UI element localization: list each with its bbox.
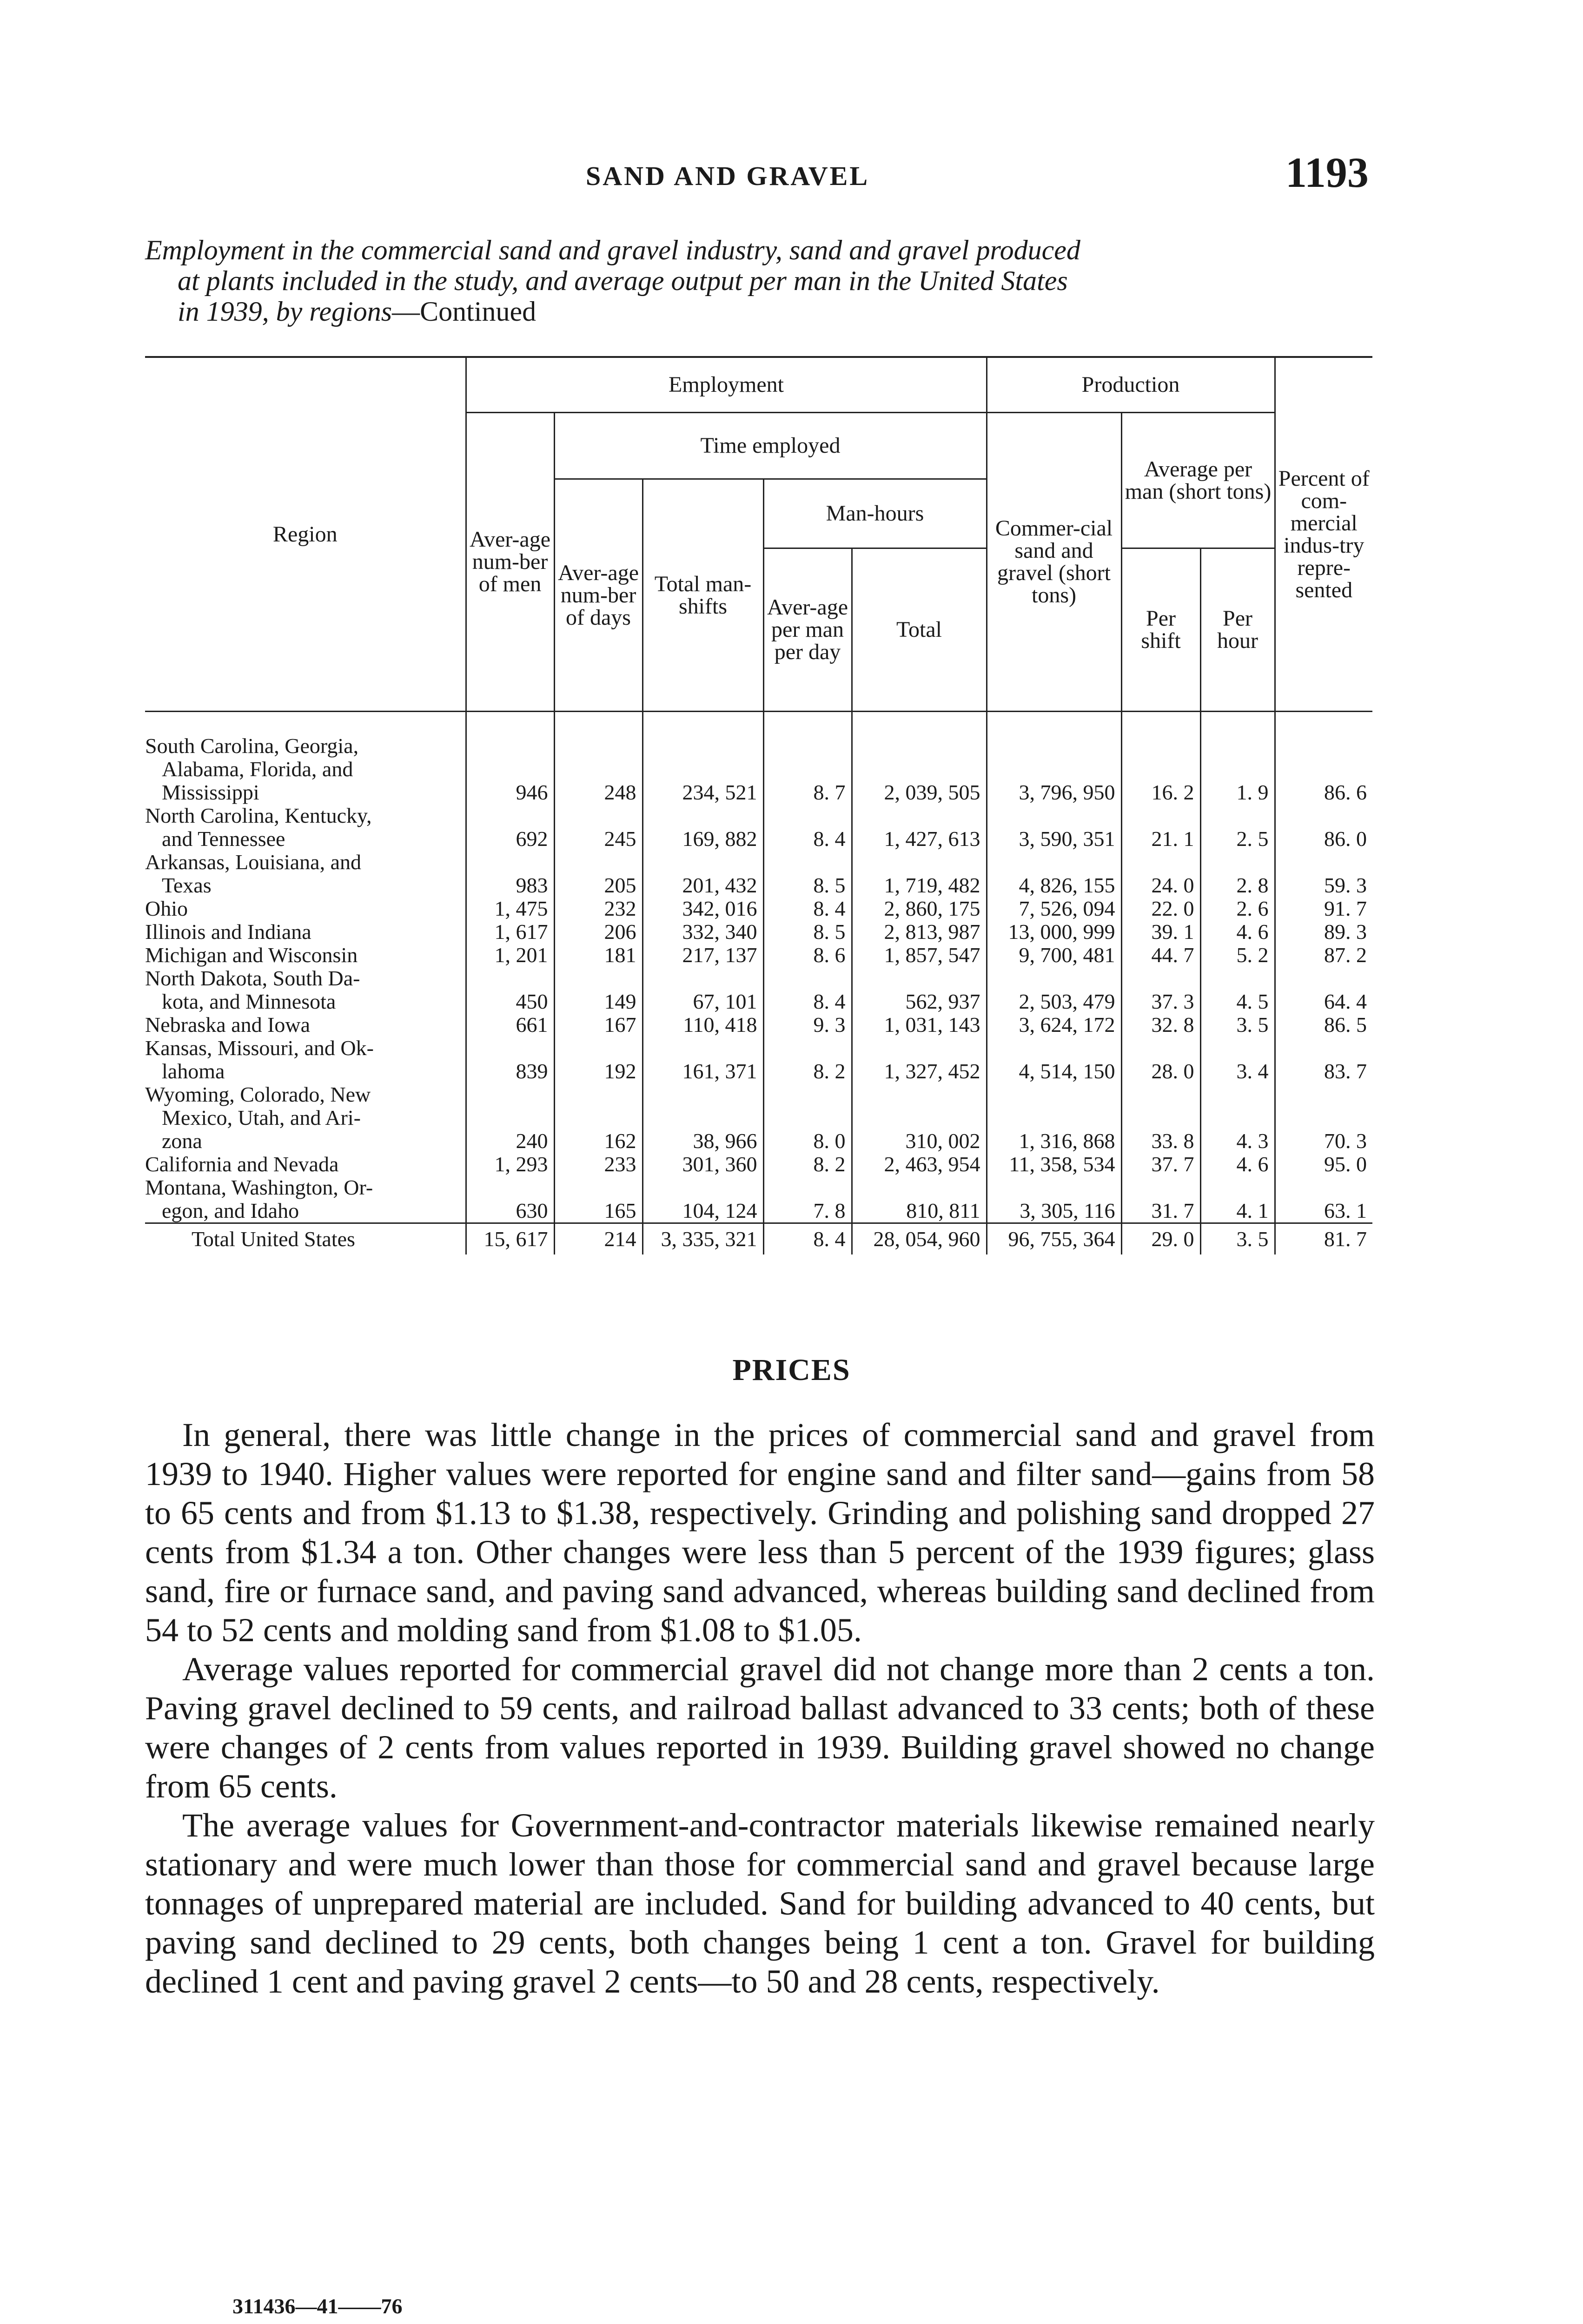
header-avg-per-man: Average per man (short tons) (1121, 413, 1275, 548)
total-shifts-cell: 104, 124 (642, 1176, 763, 1223)
body-text (145, 1415, 1375, 2001)
caption-line-3: in 1939, by regions (178, 296, 392, 327)
avg-men-cell: 1, 201 (466, 944, 554, 967)
total-man-hours-cell: 2, 813, 987 (852, 920, 987, 944)
region-name-line: Mexico, Utah, and Ari- (162, 1106, 361, 1129)
paragraph: Average values reported for commercial gravel did not change more than 2 cents a ton. Paving gravel declined to 59 cents, and railroad ballast advanced to 33 cents; both of these were changes of 2 cents from values reported in 1939. Building gravel showed no change from 65 cents. (145, 1651, 1375, 1805)
avg-hours-per-day-cell: 7. 8 (763, 1176, 852, 1223)
region-name-line: Wyoming, Colorado, New (145, 1083, 371, 1106)
percent-represented-cell: 70. 3 (1275, 1083, 1372, 1153)
region-cell (145, 1176, 466, 1223)
region-name-line: Alabama, Florida, and (162, 757, 353, 781)
avg-days-cell: 245 (554, 804, 642, 851)
avg-hours-per-day-cell: 8. 2 (763, 1153, 852, 1176)
region-name-line: Michigan and Wisconsin (145, 943, 358, 967)
total-output-per-shift-cell: 29. 0 (1121, 1223, 1200, 1255)
caption-line-2: at plants included in the study, and average output per man in the United States (178, 265, 1068, 296)
header-region: Region (145, 358, 466, 712)
caption-line-1: Employment in the commercial sand and gravel industry, sand and gravel produced (145, 235, 1080, 265)
output-per-shift-cell: 33. 8 (1121, 1083, 1200, 1153)
total-man-hours-cell: 1, 327, 452 (852, 1037, 987, 1083)
running-header: SAND AND GRAVEL (586, 161, 870, 191)
output-per-hour-cell: 5. 2 (1200, 944, 1275, 967)
table-row (145, 1013, 1372, 1037)
output-per-shift-cell: 39. 1 (1121, 920, 1200, 944)
header-per-shift: Per shift (1121, 548, 1200, 712)
avg-men-cell: 1, 617 (466, 920, 554, 944)
percent-represented-cell: 64. 4 (1275, 967, 1372, 1013)
percent-represented-cell: 59. 3 (1275, 851, 1372, 897)
region-name-line: zona (162, 1129, 202, 1153)
table-row (145, 1176, 1372, 1223)
percent-represented-cell: 83. 7 (1275, 1037, 1372, 1083)
table-row (145, 804, 1372, 851)
output-per-hour-cell: 2. 8 (1200, 851, 1275, 897)
avg-men-cell: 692 (466, 804, 554, 851)
total-man-hours-cell: 2, 860, 175 (852, 897, 987, 920)
region-cell (145, 851, 466, 897)
percent-represented-cell: 86. 5 (1275, 1013, 1372, 1037)
region-cell (145, 897, 466, 920)
table-row (145, 897, 1372, 920)
region-name-line: South Carolina, Georgia, (145, 734, 359, 758)
region-name-line: Illinois and Indiana (145, 920, 311, 944)
table-row (145, 1083, 1372, 1153)
total-avg-days-cell: 214 (554, 1223, 642, 1255)
total-shifts-cell: 332, 340 (642, 920, 763, 944)
avg-hours-per-day-cell: 8. 4 (763, 804, 852, 851)
output-per-shift-cell: 21. 1 (1121, 804, 1200, 851)
region-name-line: kota, and Minnesota (162, 990, 336, 1013)
avg-days-cell: 167 (554, 1013, 642, 1037)
total-shifts-cell: 301, 360 (642, 1153, 763, 1176)
total-commercial-tons-cell: 96, 755, 364 (987, 1223, 1121, 1255)
region-name-line: Nebraska and Iowa (145, 1013, 311, 1037)
total-man-hours-cell: 810, 811 (852, 1176, 987, 1223)
table-row (145, 851, 1372, 897)
output-per-shift-cell: 32. 8 (1121, 1013, 1200, 1037)
region-cell (145, 1153, 466, 1176)
avg-men-cell: 450 (466, 967, 554, 1013)
commercial-tons-cell: 7, 526, 094 (987, 897, 1121, 920)
avg-days-cell: 162 (554, 1083, 642, 1153)
table-row (145, 1037, 1372, 1083)
commercial-tons-cell: 3, 305, 116 (987, 1176, 1121, 1223)
avg-men-cell: 946 (466, 734, 554, 804)
header-avg-days: Aver-age num-ber of days (554, 479, 642, 712)
percent-represented-cell: 86. 0 (1275, 804, 1372, 851)
avg-men-cell: 839 (466, 1037, 554, 1083)
avg-days-cell: 206 (554, 920, 642, 944)
avg-hours-per-day-cell: 8. 4 (763, 897, 852, 920)
avg-men-cell: 240 (466, 1083, 554, 1153)
avg-days-cell: 192 (554, 1037, 642, 1083)
output-per-shift-cell: 37. 7 (1121, 1153, 1200, 1176)
total-total-man-hours-cell: 28, 054, 960 (852, 1223, 987, 1255)
region-name-line: egon, and Idaho (162, 1199, 299, 1222)
output-per-shift-cell: 44. 7 (1121, 944, 1200, 967)
commercial-tons-cell: 3, 796, 950 (987, 734, 1121, 804)
percent-represented-cell: 86. 6 (1275, 734, 1372, 804)
total-label: Total United States (145, 1223, 466, 1255)
region-cell (145, 967, 466, 1013)
output-per-shift-cell: 37. 3 (1121, 967, 1200, 1013)
output-per-shift-cell: 22. 0 (1121, 897, 1200, 920)
total-shifts-cell: 234, 521 (642, 734, 763, 804)
commercial-tons-cell: 4, 514, 150 (987, 1037, 1121, 1083)
percent-represented-cell: 89. 3 (1275, 920, 1372, 944)
commercial-tons-cell: 1, 316, 868 (987, 1083, 1121, 1153)
table-row (145, 920, 1372, 944)
region-name-line: Mississippi (162, 780, 259, 804)
avg-days-cell: 149 (554, 967, 642, 1013)
region-name-line: Arkansas, Louisiana, and (145, 850, 361, 874)
header-per-hour: Per hour (1200, 548, 1275, 712)
region-name-line: North Carolina, Kentucky, (145, 804, 372, 827)
region-cell (145, 920, 466, 944)
avg-hours-per-day-cell: 8. 6 (763, 944, 852, 967)
region-cell (145, 944, 466, 967)
header-time-employed: Time employed (554, 413, 987, 479)
avg-hours-per-day-cell: 8. 0 (763, 1083, 852, 1153)
total-shifts-cell: 67, 101 (642, 967, 763, 1013)
total-shifts-cell: 110, 418 (642, 1013, 763, 1037)
output-per-shift-cell: 16. 2 (1121, 734, 1200, 804)
table-body (145, 712, 1372, 1255)
percent-represented-cell: 87. 2 (1275, 944, 1372, 967)
total-man-hours-cell: 2, 039, 505 (852, 734, 987, 804)
paragraph: The average values for Government-and-contractor materials likewise remained nearly stationary and were much lower than those for commercial sand and gravel because large tonnages of unprepared material are included. Sand for building advanced to 40 cents, but paving sand declined to 29 cents, both changes being 1 cent a ton. Gravel for building declined 1 cent and paving gravel 2 cents—to 50 and 28 cents, respectively. (145, 1807, 1375, 2000)
region-name-line: North Dakota, South Da- (145, 966, 360, 990)
page-number: 1193 (1285, 149, 1369, 196)
avg-men-cell: 1, 293 (466, 1153, 554, 1176)
avg-days-cell: 233 (554, 1153, 642, 1176)
total-avg-men-cell: 15, 617 (466, 1223, 554, 1255)
employment-table (145, 358, 1372, 1254)
avg-men-cell: 983 (466, 851, 554, 897)
header-commercial-tons: Commer-cial sand and gravel (short tons) (987, 413, 1121, 712)
caption-continued: —Continued (392, 296, 536, 327)
total-output-per-hour-cell: 3. 5 (1200, 1223, 1275, 1255)
header-man-hours: Man-hours (763, 479, 987, 548)
total-shifts-cell: 201, 432 (642, 851, 763, 897)
output-per-hour-cell: 2. 5 (1200, 804, 1275, 851)
avg-hours-per-day-cell: 8. 4 (763, 967, 852, 1013)
region-cell (145, 1013, 466, 1037)
output-per-shift-cell: 24. 0 (1121, 851, 1200, 897)
total-shifts-cell: 342, 016 (642, 897, 763, 920)
total-shifts-cell: 217, 137 (642, 944, 763, 967)
total-total-shifts-cell: 3, 335, 321 (642, 1223, 763, 1255)
region-cell (145, 1083, 466, 1153)
table-row (145, 734, 1372, 804)
output-per-shift-cell: 31. 7 (1121, 1176, 1200, 1223)
total-man-hours-cell: 562, 937 (852, 967, 987, 1013)
header-avg-men: Aver-age num-ber of men (466, 413, 554, 712)
output-per-hour-cell: 4. 1 (1200, 1176, 1275, 1223)
total-avg-hours-per-day-cell: 8. 4 (763, 1223, 852, 1255)
table-caption (145, 235, 1382, 327)
region-cell (145, 1037, 466, 1083)
commercial-tons-cell: 11, 358, 534 (987, 1153, 1121, 1176)
total-shifts-cell: 169, 882 (642, 804, 763, 851)
header-employment: Employment (466, 358, 987, 413)
avg-men-cell: 1, 475 (466, 897, 554, 920)
avg-days-cell: 205 (554, 851, 642, 897)
output-per-hour-cell: 2. 6 (1200, 897, 1275, 920)
avg-days-cell: 248 (554, 734, 642, 804)
total-man-hours-cell: 2, 463, 954 (852, 1153, 987, 1176)
commercial-tons-cell: 13, 000, 999 (987, 920, 1121, 944)
header-total-shifts: Total man-shifts (642, 479, 763, 712)
total-man-hours-cell: 1, 719, 482 (852, 851, 987, 897)
total-man-hours-cell: 1, 857, 547 (852, 944, 987, 967)
output-per-hour-cell: 4. 6 (1200, 920, 1275, 944)
avg-days-cell: 165 (554, 1176, 642, 1223)
table-row (145, 1153, 1372, 1176)
region-name-line: Ohio (145, 897, 188, 920)
commercial-tons-cell: 3, 590, 351 (987, 804, 1121, 851)
output-per-hour-cell: 1. 9 (1200, 734, 1275, 804)
region-name-line: California and Nevada (145, 1152, 339, 1176)
output-per-hour-cell: 3. 4 (1200, 1037, 1275, 1083)
region-name-line: lahoma (162, 1059, 225, 1083)
avg-days-cell: 232 (554, 897, 642, 920)
avg-men-cell: 630 (466, 1176, 554, 1223)
output-per-hour-cell: 3. 5 (1200, 1013, 1275, 1037)
region-cell (145, 804, 466, 851)
output-per-hour-cell: 4. 6 (1200, 1153, 1275, 1176)
region-name-line: Kansas, Missouri, and Ok- (145, 1036, 374, 1060)
total-man-hours-cell: 310, 002 (852, 1083, 987, 1153)
avg-days-cell: 181 (554, 944, 642, 967)
header-percent: Percent of com-mercial indus-try repre-sented (1275, 358, 1372, 712)
total-shifts-cell: 161, 371 (642, 1037, 763, 1083)
avg-hours-per-day-cell: 8. 5 (763, 920, 852, 944)
table-row (145, 967, 1372, 1013)
commercial-tons-cell: 9, 700, 481 (987, 944, 1121, 967)
print-code: 311436—41——76 (232, 2294, 403, 2318)
avg-hours-per-day-cell: 8. 7 (763, 734, 852, 804)
region-cell (145, 734, 466, 804)
output-per-hour-cell: 4. 5 (1200, 967, 1275, 1013)
avg-hours-per-day-cell: 8. 2 (763, 1037, 852, 1083)
commercial-tons-cell: 4, 826, 155 (987, 851, 1121, 897)
commercial-tons-cell: 2, 503, 479 (987, 967, 1121, 1013)
header-avg-per-man-per-day: Aver-age per man per day (763, 548, 852, 712)
region-name-line: Montana, Washington, Or- (145, 1175, 373, 1199)
total-man-hours-cell: 1, 427, 613 (852, 804, 987, 851)
region-name-line: and Tennessee (162, 827, 285, 851)
section-title: PRICES (732, 1353, 851, 1387)
commercial-tons-cell: 3, 624, 172 (987, 1013, 1121, 1037)
total-row (145, 1223, 1372, 1255)
header-total-hours: Total (852, 548, 987, 712)
table-row (145, 944, 1372, 967)
output-per-hour-cell: 4. 3 (1200, 1083, 1275, 1153)
percent-represented-cell: 95. 0 (1275, 1153, 1372, 1176)
paragraph: In general, there was little change in the prices of commercial sand and gravel from 1939 to 1940. Higher values were reported for engine sand and filter sand—gains from 58 to 65 cents and from $1.13 to $1.38, respectively. Grinding and polishing sand dropped 27 cents from $1.34 a ton. Other changes were less than 5 percent of the 1939 figures; glass sand, fire or furnace sand, and paving sand advanced, whereas building sand declined from 54 to 52 cents and molding sand from $1.08 to $1.05. (145, 1416, 1375, 1649)
total-man-hours-cell: 1, 031, 143 (852, 1013, 987, 1037)
header-production: Production (987, 358, 1275, 413)
percent-represented-cell: 63. 1 (1275, 1176, 1372, 1223)
output-per-shift-cell: 28. 0 (1121, 1037, 1200, 1083)
total-percent-represented-cell: 81. 7 (1275, 1223, 1372, 1255)
percent-represented-cell: 91. 7 (1275, 897, 1372, 920)
avg-men-cell: 661 (466, 1013, 554, 1037)
region-name-line: Texas (162, 873, 212, 897)
avg-hours-per-day-cell: 8. 5 (763, 851, 852, 897)
avg-hours-per-day-cell: 9. 3 (763, 1013, 852, 1037)
total-shifts-cell: 38, 966 (642, 1083, 763, 1153)
